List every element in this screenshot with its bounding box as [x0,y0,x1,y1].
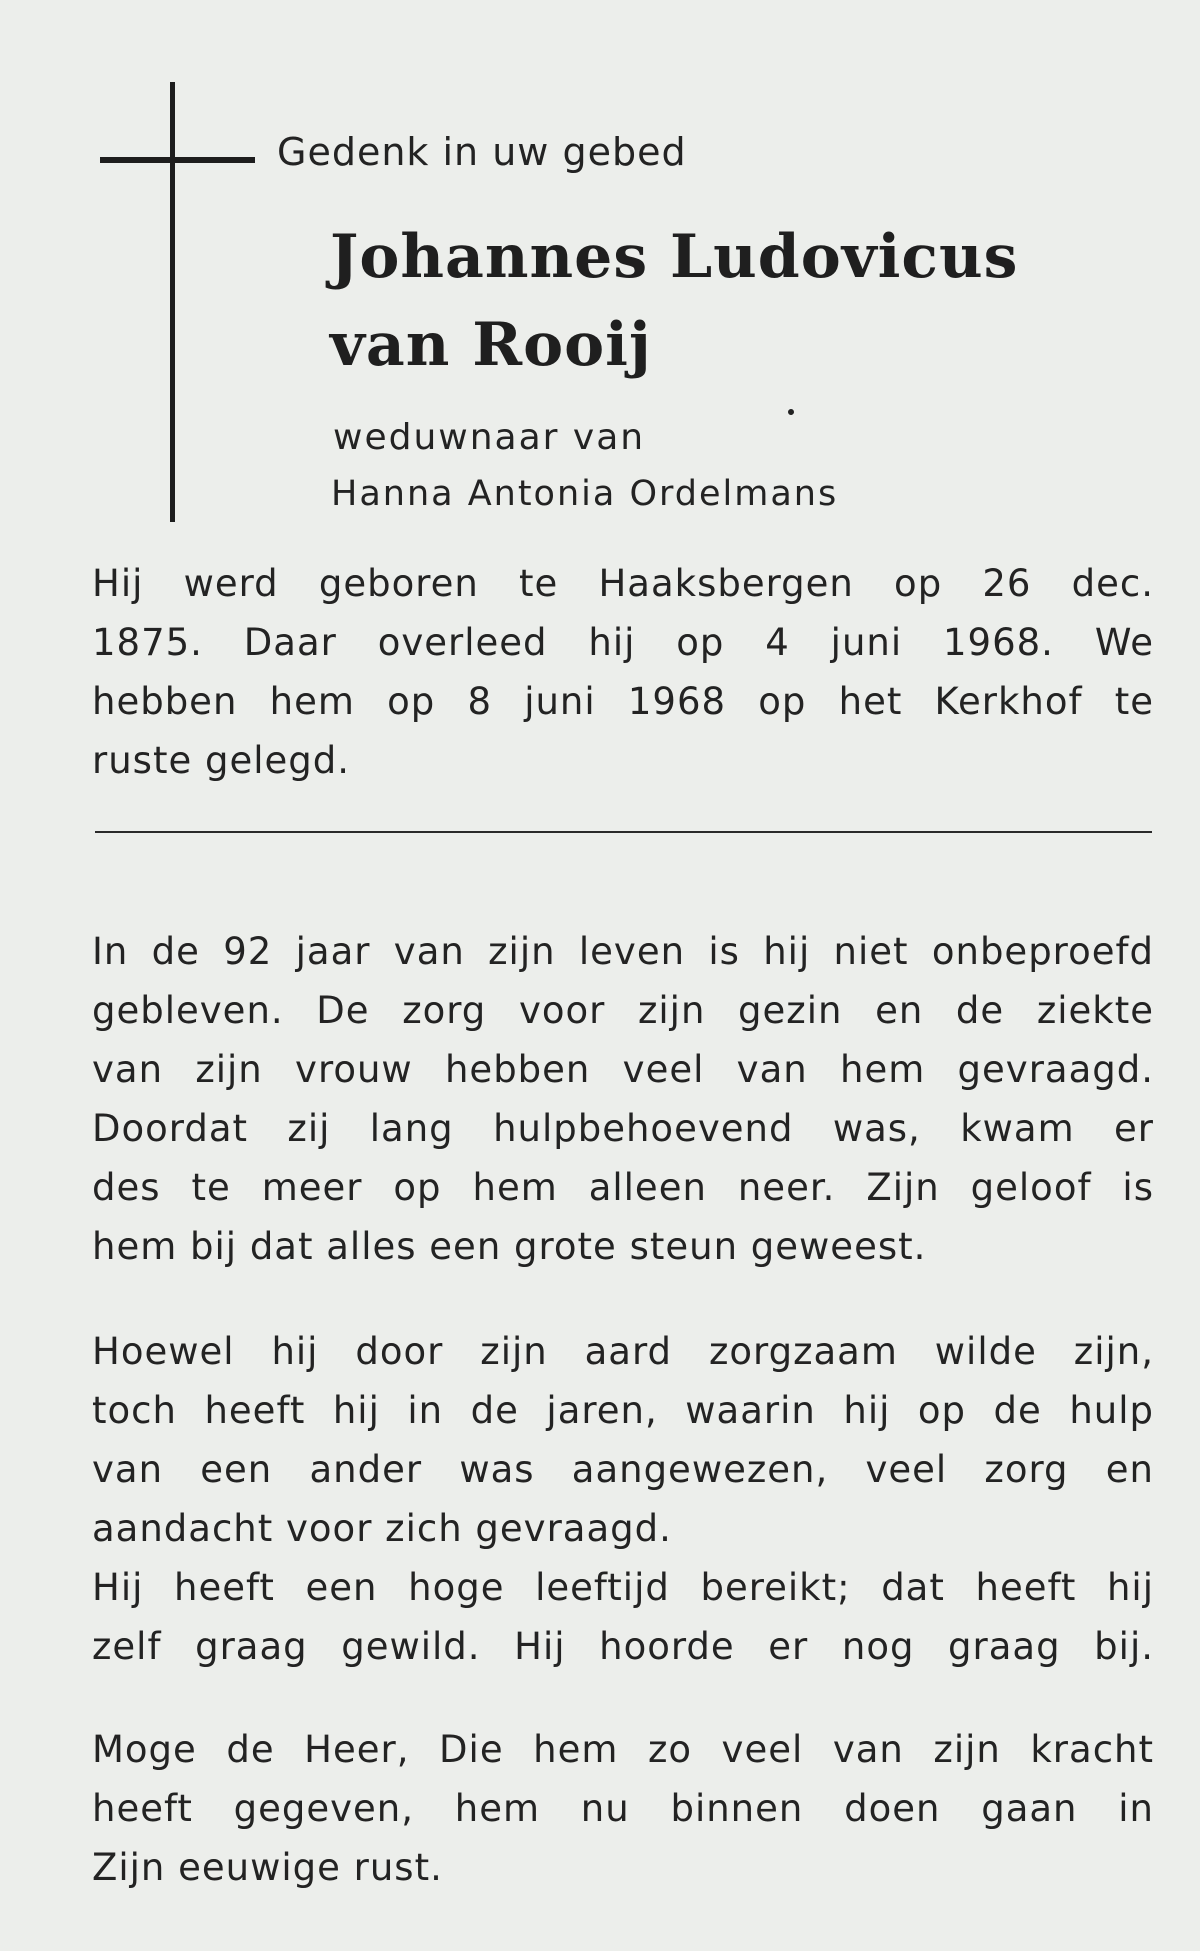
text-line: aandacht voor zich gevraagd. [92,1507,672,1550]
text-line: hem bij dat alles een grote steun geweest. [92,1225,927,1268]
text-line: van zijn vrouw hebben veel van hem gevraagd. [92,1048,1154,1091]
cross-icon-bar [100,157,255,163]
text-line: Doordat zij lang hulpbehoevend was, kwam er [92,1107,1154,1150]
text-line: hebben hem op 8 juni 1968 op het Kerkhof te [92,680,1154,723]
text-line: In de 92 jaar van zijn leven is hij niet onbeproefd [92,930,1154,973]
text-line: heeft gegeven, hem nu binnen doen gaan in [92,1787,1154,1830]
text-line: gebleven. De zorg voor zijn gezin en de ziekte [92,989,1154,1032]
spouse-name: Hanna Antonia Ordelmans [331,474,839,514]
biography-paragraph [92,554,1154,790]
text-line: des te meer op hem alleen neer. Zijn geloof is [92,1166,1154,1209]
text-line: ruste gelegd. [92,739,350,782]
deceased-name-line1: Johannes Ludovicus [330,222,1019,292]
text-line: Zijn eeuwige rust. [92,1846,443,1889]
deceased-name-line2: van Rooij [330,310,652,380]
relation-label: weduwnaar van [333,417,646,458]
text-line: zelf graag gewild. Hij hoorde er nog graag bij. [92,1625,1154,1668]
print-speck [787,408,795,416]
cross-icon [170,82,175,522]
text-line: Hoewel hij door zijn aard zorgzaam wilde zijn, [92,1330,1154,1373]
life-paragraph [92,922,1154,1276]
text-line: van een ander was aangewezen, veel zorg en [92,1448,1154,1491]
care-paragraph [92,1322,1154,1676]
divider-line [95,831,1152,833]
text-line: 1875. Daar overleed hij op 4 juni 1968. We [92,621,1154,664]
text-line: Hij heeft een hoge leeftijd bereikt; dat heeft hij [92,1566,1154,1609]
prayer-line: Gedenk in uw gebed [277,130,687,174]
prayer-paragraph [92,1720,1154,1897]
text-line: Hij werd geboren te Haaksbergen op 26 dec. [92,562,1154,605]
text-line: Moge de Heer, Die hem zo veel van zijn kracht [92,1728,1154,1771]
text-line: toch heeft hij in de jaren, waarin hij op de hulp [92,1389,1154,1432]
